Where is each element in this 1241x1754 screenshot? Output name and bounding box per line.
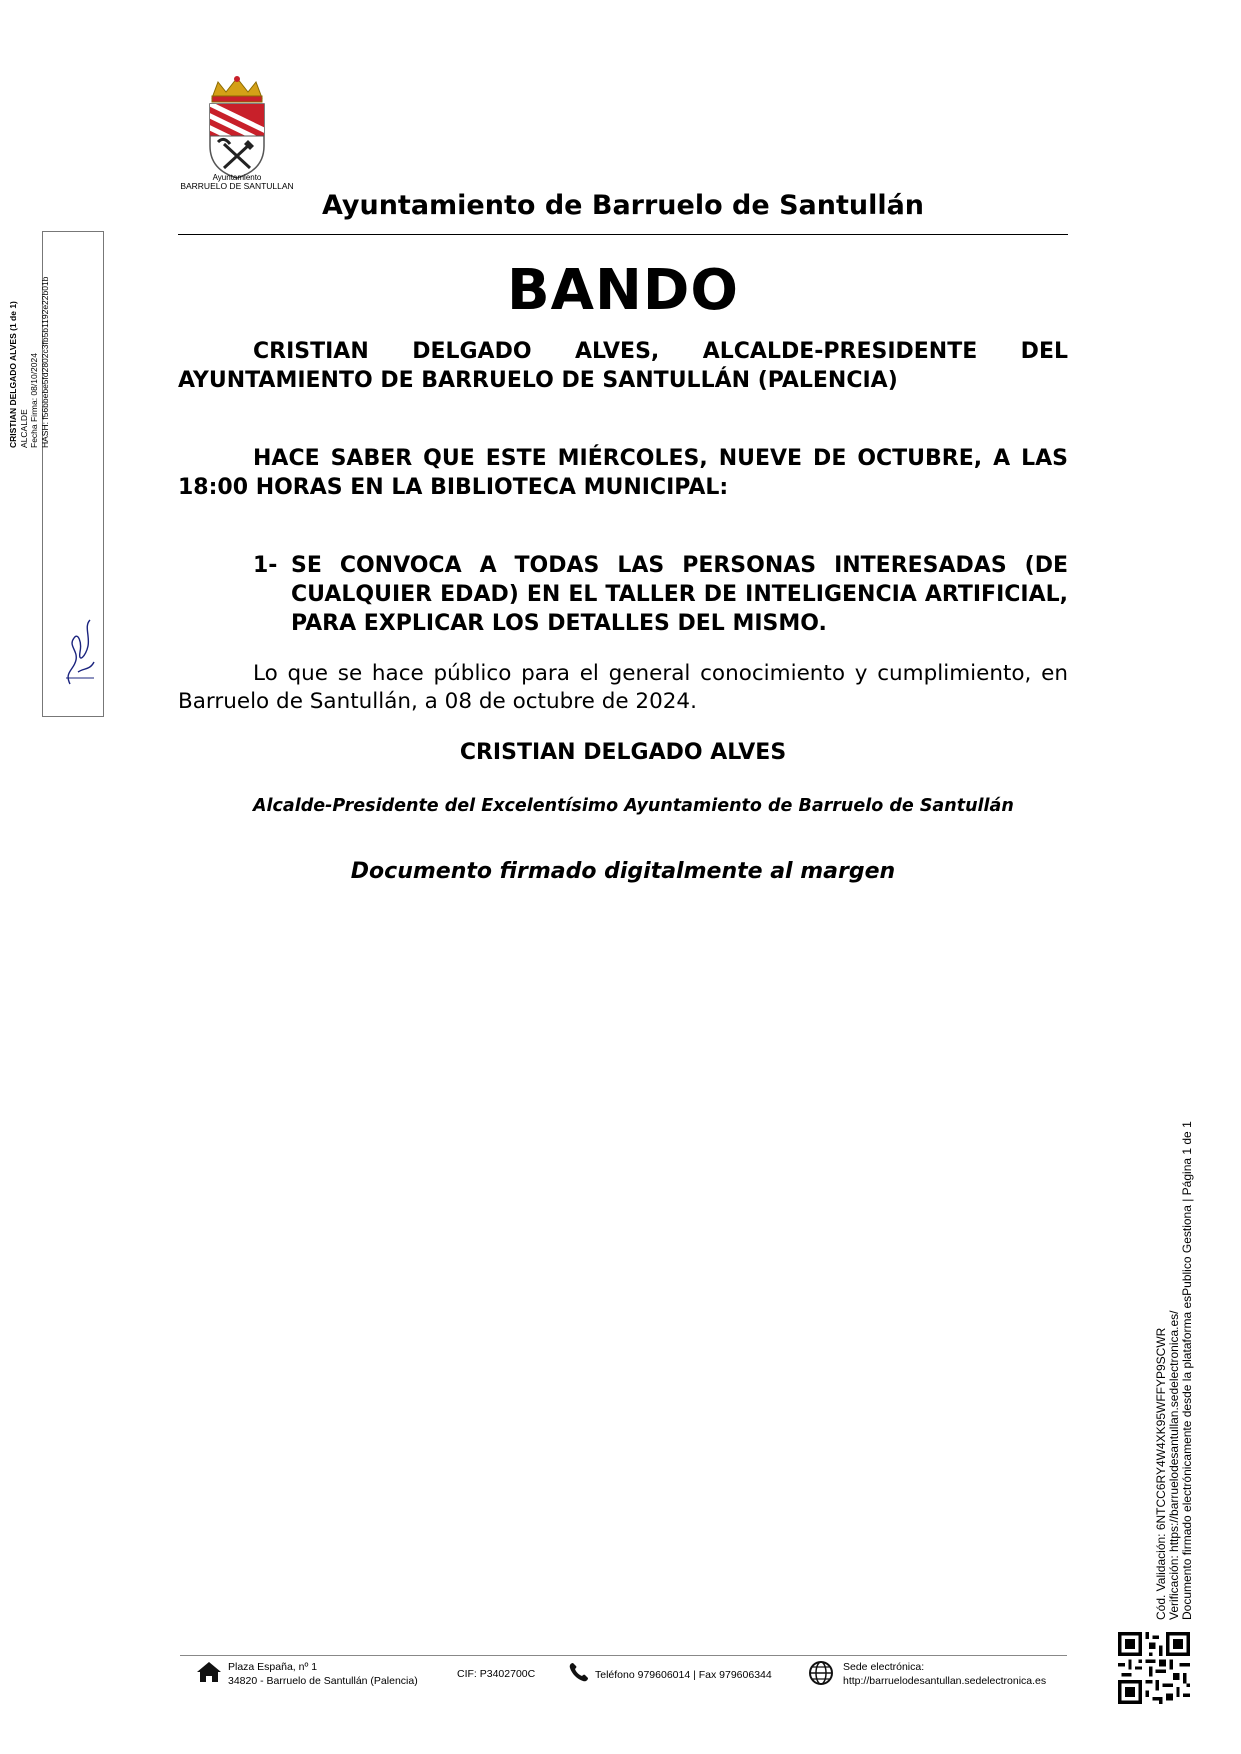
phone-icon xyxy=(568,1661,590,1683)
handwritten-signature xyxy=(60,612,100,692)
footer-phone: Teléfono 979606014 | Fax 979606344 xyxy=(595,1669,772,1681)
signature-role: ALCALDE xyxy=(18,409,29,448)
public-notice-paragraph xyxy=(178,660,1068,716)
signature-hash: HASH: f56bbebe5fd2802c3fb5b1192e22b01b xyxy=(39,276,50,448)
footer-sede xyxy=(843,1660,1046,1688)
sede-url-link[interactable]: http://barruelodesantullan.sedelectronica.es xyxy=(843,1675,1047,1687)
signer-role xyxy=(178,795,1068,818)
globe-icon xyxy=(808,1660,834,1686)
signer-role-text: Alcalde-Presidente del Excelentísimo Ayuntamiento de Barruelo de Santullán xyxy=(253,796,1014,816)
list-item-number: 1- xyxy=(253,553,278,578)
intro-text: CRISTIAN DELGADO ALVES, ALCALDE-PRESIDENTE DEL AYUNTAMIENTO DE BARRUELO DE SANTULLÁN (PALENCIA) xyxy=(178,339,1068,393)
footer-divider xyxy=(180,1655,1067,1656)
verification-block xyxy=(1155,1060,1194,1620)
digital-signature-note: Documento firmado digitalmente al margen xyxy=(350,859,896,884)
verification-url: Verificación: https://barruelodesantullan.sedelectronica.es/ xyxy=(1167,1310,1181,1620)
address-city: 34820 - Barruelo de Santullán (Palencia) xyxy=(228,1675,418,1687)
public-notice-text: Lo que se hace público para el general conocimiento y cumplimiento, en Barruelo de Santullán, a 08 de octubre de 2024. xyxy=(178,661,1068,714)
logo-caption-name: BARRUELO DE SANTULLAN xyxy=(180,181,294,191)
address-street: Plaza España, nº 1 xyxy=(228,1661,318,1673)
document-heading: BANDO xyxy=(507,258,739,323)
qr-code-icon xyxy=(1118,1632,1190,1704)
logo-caption: Ayuntamiento xyxy=(212,173,262,182)
validation-code: Cód. Validación: 6NTCC6RY4W4XK95WFFYP9SCWR xyxy=(1154,1327,1168,1620)
announcement-paragraph xyxy=(178,444,1068,502)
signature-signer: CRISTIAN DELGADO ALVES (1 de 1) xyxy=(8,301,18,448)
home-icon xyxy=(196,1661,222,1683)
signature-box-text xyxy=(8,248,50,448)
header-divider xyxy=(178,234,1068,235)
list-item-text: SE CONVOCA A TODAS LAS PERSONAS INTERESADAS (DE CUALQUIER EDAD) EN EL TALLER DE INTELIGENCIA ARTIFICIAL, PARA EXPLICAR LOS DETALLES DEL MISMO. xyxy=(291,553,1068,636)
footer-cif: CIF: P3402700C xyxy=(457,1668,536,1680)
header-title: Ayuntamiento de Barruelo de Santullán xyxy=(321,190,925,221)
footer-address xyxy=(228,1660,418,1688)
platform-note: Documento firmado electrónicamente desde la plataforma esPublico Gestiona | Página 1 de 1 xyxy=(1180,1121,1194,1620)
signature-date: Fecha Firma: 08/10/2024 xyxy=(29,353,39,448)
signer-name: CRISTIAN DELGADO ALVES xyxy=(459,740,787,765)
announcement-text: HACE SABER QUE ESTE MIÉRCOLES, NUEVE DE OCTUBRE, A LAS 18:00 HORAS EN LA BIBLIOTECA MUNICIPAL: xyxy=(178,446,1068,500)
sede-label: Sede electrónica: xyxy=(843,1661,925,1673)
intro-paragraph xyxy=(178,337,1068,395)
